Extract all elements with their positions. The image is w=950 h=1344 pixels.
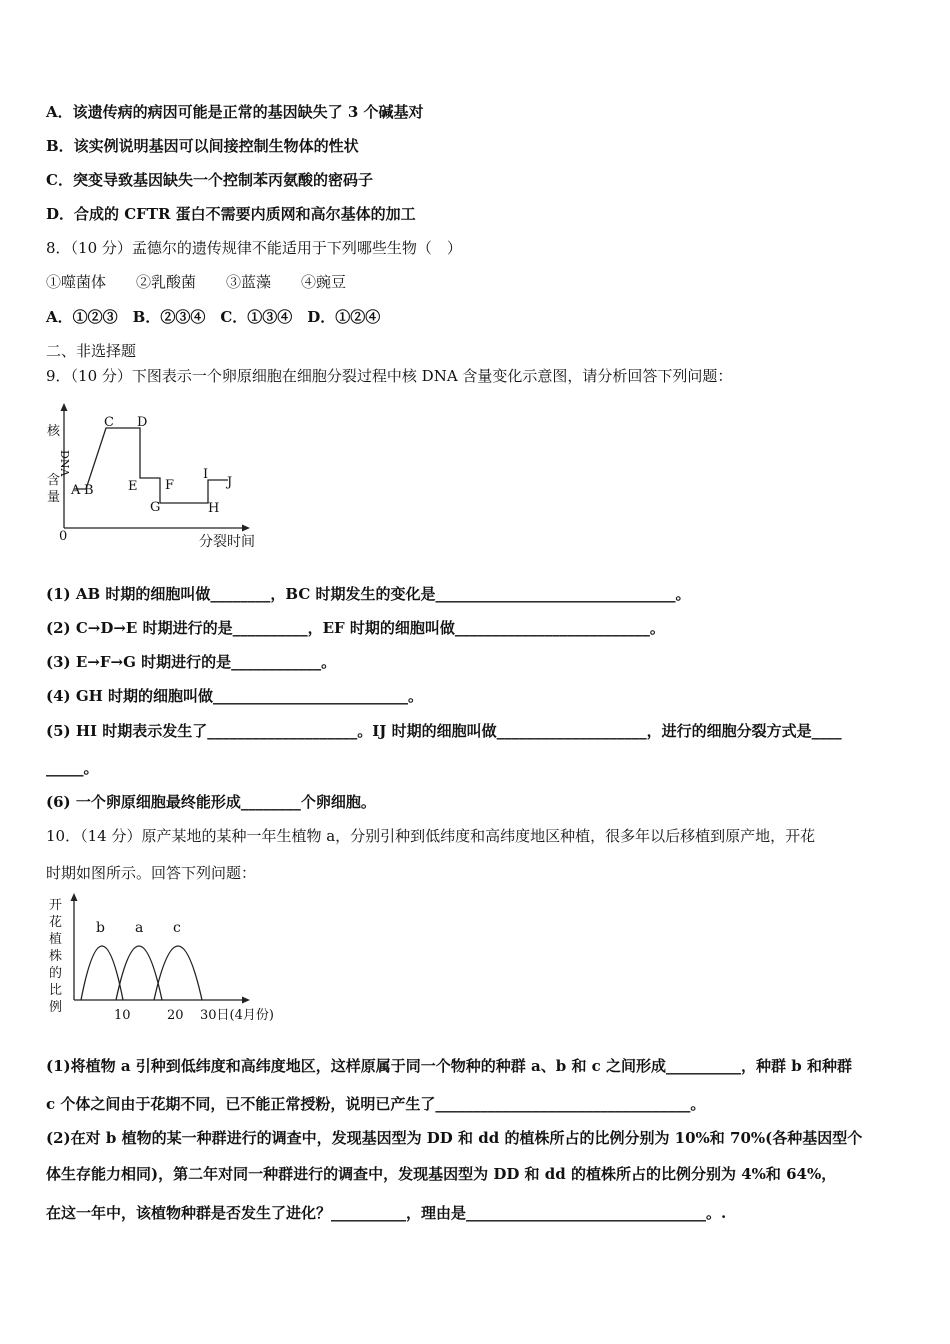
q10-tick-10: 10 (114, 1008, 131, 1023)
q10-ylabel-4: 株 (49, 949, 63, 964)
q9-point-i: I (203, 467, 209, 482)
q9-dna-line (74, 428, 228, 503)
q9-point-e: E (128, 479, 138, 494)
q9-y-arrow (61, 403, 68, 411)
q7-option-a: A．该遗传病的病因可能是正常的基因缺失了 3 个碱基对 (46, 103, 424, 121)
q10-sub2-line1: (2)在对 b 植物的某一种群进行的调查中，发现基因型为 DD 和 dd 的植株所占的比例分别为 10%和 70%(各种基因型个 (46, 1129, 863, 1147)
q9-dna-chart (40, 400, 270, 552)
q10-ylabel-5: 的 (49, 966, 63, 981)
q9-ylabel-2: DNA (58, 450, 71, 477)
q10-curve-a (116, 946, 162, 1000)
q9-point-d: D (137, 415, 148, 430)
q9-sub4: (4) GH 时期的细胞叫做__________________________。 (46, 687, 424, 705)
q9-ylabel-3: 含 (47, 473, 61, 488)
q7-option-b: B．该实例说明基因可以间接控制生物体的性状 (46, 137, 359, 155)
q10-stem-line1: 10．（14 分）原产某地的某种一年生植物 a，分别引种到低纬度和高纬度地区种植，很多年以后移植到原产地，开花 (46, 827, 816, 845)
q9-xlabel: 分裂时间 (199, 534, 255, 550)
q9-point-j: J (227, 475, 233, 490)
q9-ylabel-1: 核 (47, 424, 61, 439)
q10-ylabel-2: 花 (49, 915, 63, 930)
q8-items: ①噬菌体 ②乳酸菌 ③蓝藻 ④豌豆 (46, 273, 347, 291)
q10-sub1-line2: c 个体之间由于花期不同，已不能正常授粉，说明已产生了__________________________________。 (46, 1095, 706, 1113)
q10-flowering-chart (44, 893, 284, 1030)
q9-point-a: A (71, 483, 81, 498)
q10-tick-30: 30日(4月份) (200, 1008, 274, 1023)
q9-sub5-line1: (5) HI 时期表示发生了____________________。IJ 时期的细胞叫做____________________，进行的细胞分裂方式是____ (46, 722, 842, 740)
q9-point-h: H (208, 501, 220, 516)
q10-label-b: b (96, 920, 105, 936)
q9-origin: 0 (59, 529, 68, 544)
q9-ylabel-4: 量 (47, 490, 61, 505)
q10-sub1-line1: (1)将植物 a 引种到低纬度和高纬度地区，这样原属于同一个物种的种群 a、b 和 c 之间形成__________，种群 b 和种群 (46, 1057, 852, 1075)
q10-sub2-line3: 在这一年中，该植物种群是否发生了进化？__________，理由是________________________________。. (46, 1204, 727, 1222)
q10-ylabel-1: 开 (49, 898, 63, 913)
q10-y-arrow (71, 893, 78, 901)
q9-sub2: (2) C→D→E 时期进行的是__________，EF 时期的细胞叫做__________________________。 (46, 619, 665, 637)
q10-stem-line2: 时期如图所示。回答下列问题： (46, 864, 257, 882)
q9-point-f: F (165, 478, 175, 493)
q9-x-arrow (242, 525, 250, 532)
section-title: 二、非选择题 (46, 342, 137, 360)
q10-curve-c (154, 946, 202, 1000)
q9-sub3: (3) E→F→G 时期进行的是____________。 (46, 653, 337, 671)
q10-label-c: c (173, 920, 181, 936)
q9-sub5-line2: _____。 (46, 759, 99, 777)
q10-tick-20: 20 (167, 1008, 184, 1023)
q10-label-a: a (135, 920, 144, 936)
q10-sub2-line2: 体生存能力相同)，第二年对同一种群进行的调查中，发现基因型为 DD 和 dd 的植株所占的比例分别为 4%和 64%， (46, 1165, 837, 1183)
q10-ylabel-6: 比 (49, 983, 63, 998)
q9-point-g: G (150, 500, 161, 515)
q7-option-d: D．合成的 CFTR 蛋白不需要内质网和高尔基体的加工 (46, 205, 416, 223)
q10-ylabel-3: 植 (49, 932, 63, 947)
q9-sub1: (1) AB 时期的细胞叫做________，BC 时期发生的变化是________________________________。 (46, 585, 691, 603)
q10-curve-b (81, 946, 123, 1000)
q9-stem: 9．（10 分）下图表示一个卵原细胞在细胞分裂过程中核 DNA 含量变化示意图，请分析回答下列问题： (46, 367, 733, 385)
q8-stem: 8．（10 分）孟德尔的遗传规律不能适用于下列哪些生物（ ） (46, 239, 462, 257)
q9-point-c: C (104, 415, 114, 430)
q8-options: A．①②③ B．②③④ C．①③④ D．①②④ (46, 308, 381, 326)
q7-option-c: C．突变导致基因缺失一个控制苯丙氨酸的密码子 (46, 171, 373, 189)
q9-point-b: B (84, 483, 94, 498)
q10-ylabel-7: 例 (49, 1000, 63, 1015)
q10-x-arrow (242, 997, 250, 1004)
q9-sub6: (6) 一个卵原细胞最终能形成________个卵细胞。 (46, 793, 376, 811)
